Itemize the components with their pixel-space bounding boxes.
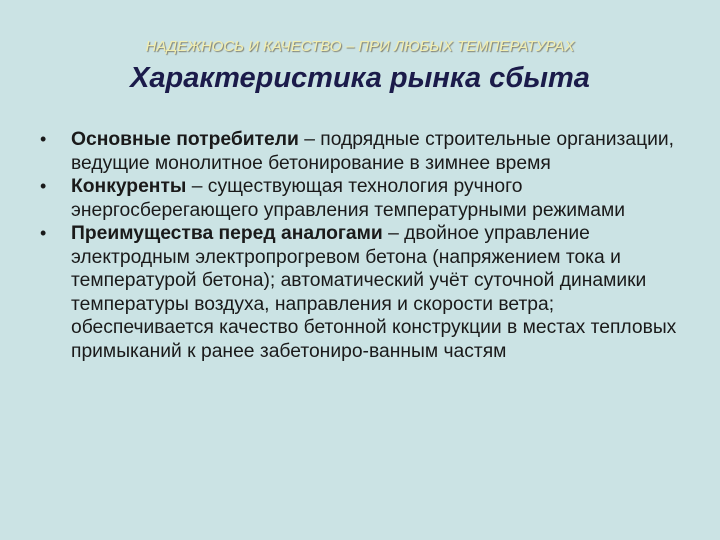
- bullet-term: Основные потребители: [71, 129, 299, 150]
- bullet-list: [40, 128, 690, 363]
- bullet-text: – подрядные строительные организации, ведущие монолитное бетонирование в зимнее время: [71, 129, 675, 174]
- bullet-text: – двойное управление электродным электропрогревом бетона (напряжением тока и температурой бетона); автоматический учёт суточной динамики температуры воздуха, направления и скорости ветра; обеспечивается качество бетонной конструкции в местах тепловых примыканий к ранее забетониро-ванным частям: [71, 223, 677, 362]
- bullet-term: Конкуренты: [71, 176, 187, 197]
- bullet-item-competitors: [40, 175, 690, 222]
- bullet-item-advantages: [40, 222, 690, 363]
- bullet-item-consumers: [40, 128, 690, 175]
- bullet-term: Преимущества перед аналогами: [71, 223, 383, 244]
- bullet-icon: •: [40, 223, 47, 243]
- slide-subtitle: НАДЕЖНОСЬ И КАЧЕСТВО – ПРИ ЛЮБЫХ ТЕМПЕРАТУРАХ: [145, 38, 575, 55]
- bullet-text: – существующая технология ручного энергосберегающего управления температурными режимами: [71, 176, 626, 221]
- slide-title: Характеристика рынка сбыта: [130, 62, 590, 94]
- bullet-icon: •: [40, 176, 47, 196]
- bullet-icon: •: [40, 129, 47, 149]
